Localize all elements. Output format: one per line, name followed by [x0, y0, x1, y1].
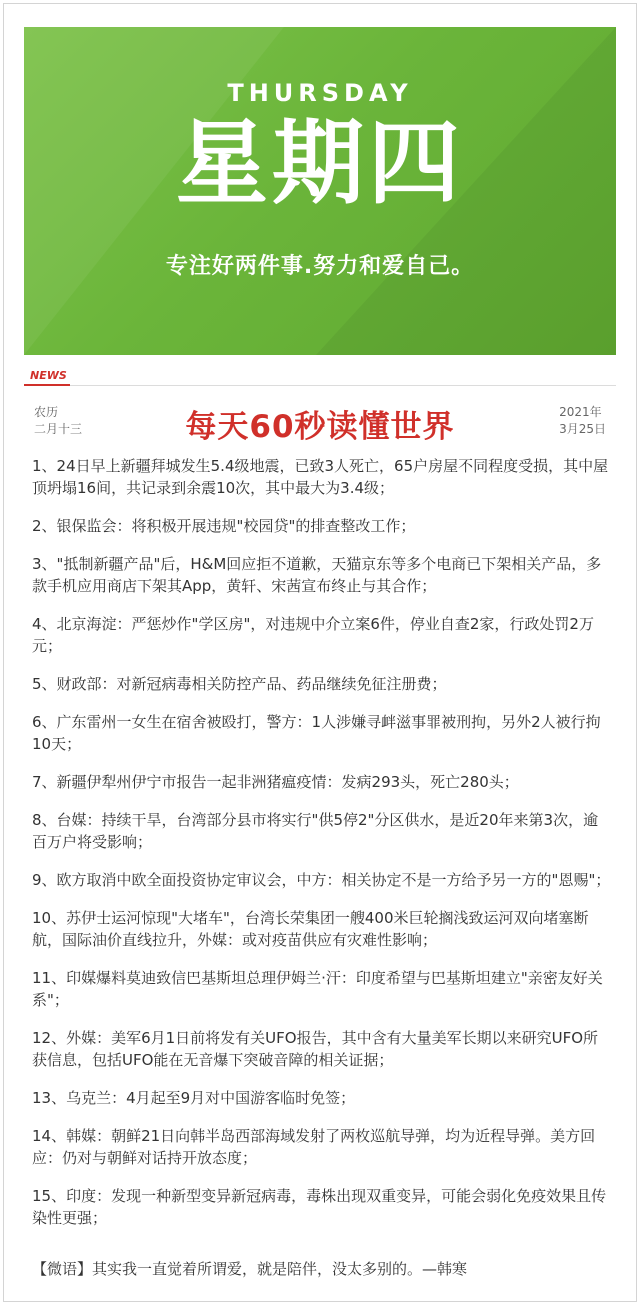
- news-item: 5、财政部：对新冠病毒相关防控产品、药品继续免征注册费；: [32, 675, 447, 693]
- banner-slogan: 专注好两件事.努力和爱自己。: [165, 254, 475, 279]
- news-item: 9、欧方取消中欧全面投资协定审议会，中方：相关协定不是一方给予另一方的"恩赐"；: [32, 871, 611, 889]
- weekday-chinese: 星期四: [175, 110, 464, 217]
- news-item: 12、外媒：美军6月1日前将发有关UFO报告，其中含有大量美军长期以来研究UFO所获信息，包括UFO能在无音爆下突破音障的相关证据；: [32, 1029, 599, 1069]
- weekday-english: THURSDAY: [227, 79, 413, 107]
- news-item: 14、韩媒：朝鲜21日向韩半岛西部海域发射了两枚巡航导弹，均为近程导弹。美方回应：仍对与朝鲜对话持开放态度；: [32, 1127, 596, 1167]
- news-list: [32, 455, 612, 1245]
- news-item: 6、广东雷州一女生在宿舍被殴打，警方：1人涉嫌寻衅滋事罪被刑拘，另外2人被行拘10天；: [32, 713, 601, 753]
- news-item: 2、银保监会：将积极开展违规"校园贷"的排查整改工作；: [32, 517, 416, 535]
- page-title: 每天60秒读懂世界: [185, 409, 455, 445]
- news-item: 4、北京海淀：严惩炒作"学区房"，对违规中介立案6件，停业自查2家，行政处罚2万元；: [32, 615, 594, 655]
- news-tag: NEWS: [30, 369, 67, 382]
- news-item: 7、新疆伊犁州伊宁市报告一起非洲猪瘟疫情：发病293头，死亡280头；: [32, 773, 519, 791]
- lunar-label: 农历: [34, 405, 59, 419]
- news-item: 10、苏伊士运河惊现"大堵车"，台湾长荣集团一艘400米巨轮搁浅致运河双向堵塞断航，国际油价直线拉升，外媒：或对疫苗供应有灾难性影响；: [32, 909, 589, 949]
- lunar-date: 二月十三: [34, 422, 83, 436]
- news-item: 13、乌克兰：4月起至9月对中国游客临时免签；: [32, 1089, 356, 1107]
- date-year: 2021年: [559, 405, 602, 419]
- daily-quote: 【微语】其实我一直觉着所谓爱，就是陪伴，没太多别的。—韩寒: [32, 1260, 468, 1278]
- date-month-day: 3月25日: [559, 422, 606, 436]
- header-banner: [24, 27, 616, 355]
- gregorian-date-block: [559, 404, 606, 438]
- news-divider: [24, 385, 616, 386]
- news-item: 15、印度：发现一种新型变异新冠病毒，毒株出现双重变异，可能会弱化免疫效果且传染性更强；: [32, 1187, 607, 1227]
- news-item: 1、24日早上新疆拜城发生5.4级地震，已致3人死亡，65户房屋不同程度受损，其中屋顶坍塌16间，共记录到余震10次，其中最大为3.4级；: [32, 457, 609, 497]
- news-item: 8、台媒：持续干旱，台湾部分县市将实行"供5停2"分区供水，是近20年来第3次，逾百万户将受影响；: [32, 811, 599, 851]
- news-item: 11、印媒爆料莫迪致信巴基斯坦总理伊姆兰·汗：印度希望与巴基斯坦建立"亲密友好关系"；: [32, 969, 603, 1009]
- news-item: 3、"抵制新疆产品"后，H&M回应拒不道歉，天猫京东等多个电商已下架相关产品，多款手机应用商店下架其App，黄轩、宋茜宣布终止与其合作；: [32, 555, 602, 595]
